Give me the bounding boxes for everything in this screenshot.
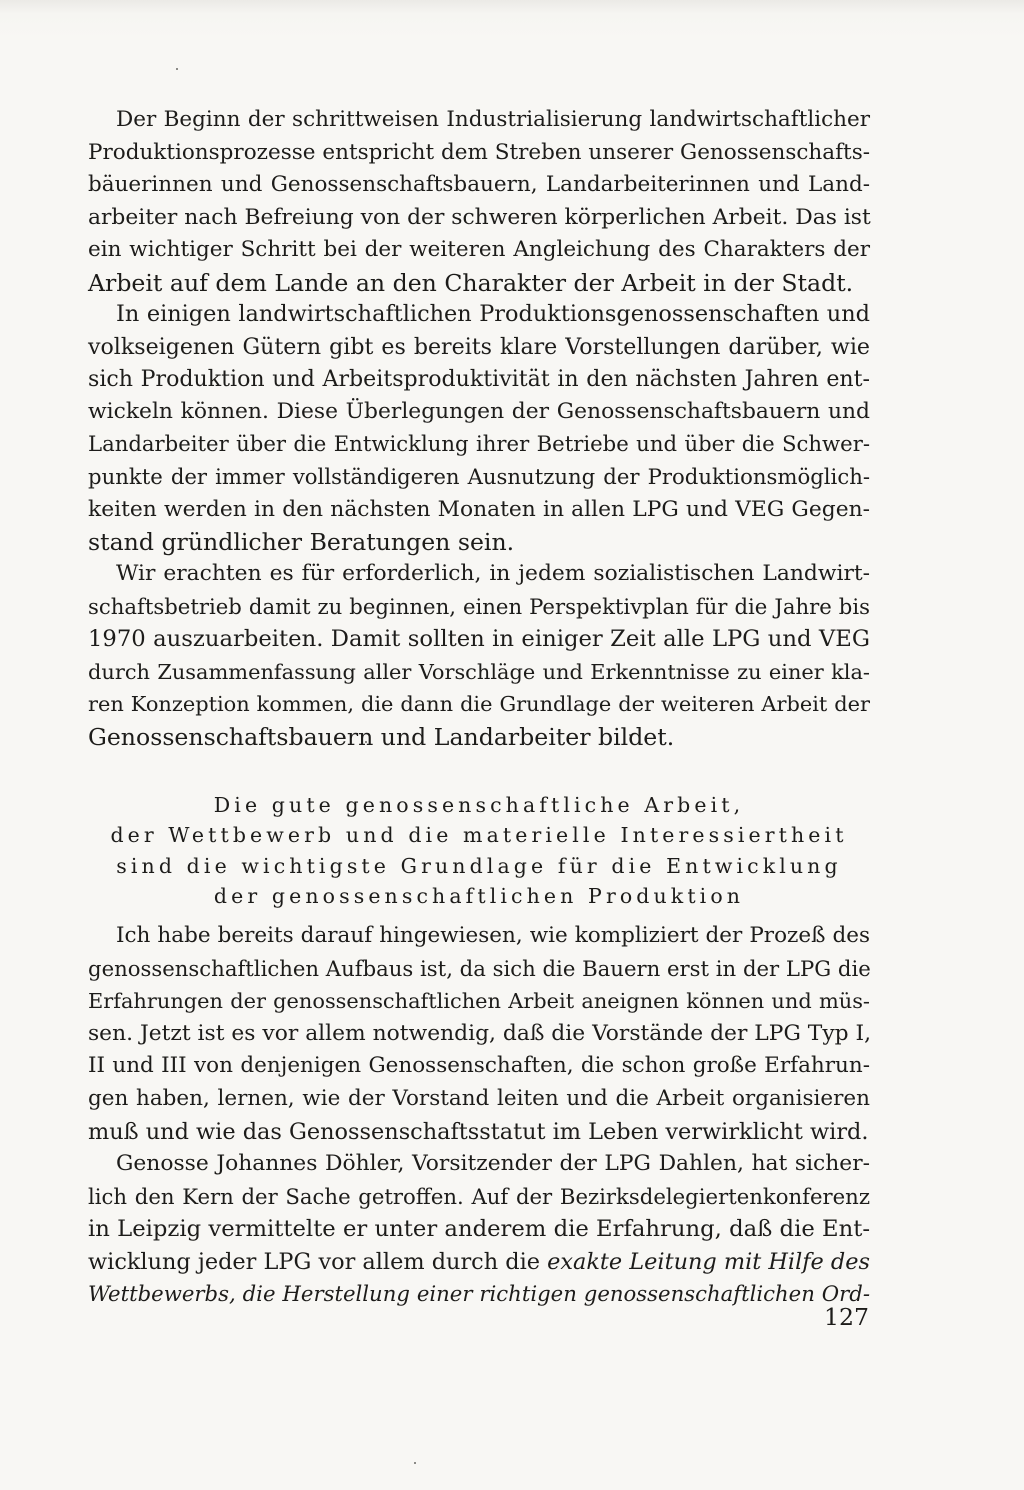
text-line: volkseigenen Gütern gibt es bereits klare Vorstellungen darüber, wie	[88, 333, 870, 360]
text-line: lich den Kern der Sache getroffen. Auf der Bezirksdelegiertenkonferenz	[88, 1183, 870, 1209]
text-line: In einigen landwirtschaftlichen Produktionsgenossenschaften und	[116, 301, 870, 327]
text-line-emphasis: Wettbewerbs, die Herstellung einer richtigen genossenschaftlichen Ord-	[88, 1281, 870, 1307]
text-line: Genossenschaftsbauern und Landarbeiter bildet.	[88, 722, 675, 751]
text-line: wickeln können. Diese Überlegungen der Genossenschaftsbauern und	[88, 398, 870, 424]
text-line: Arbeit auf dem Lande an den Charakter der Arbeit in der Stadt.	[88, 268, 854, 297]
text-line: sen. Jetzt ist es vor allem notwendig, daß die Vorstände der LPG Typ I,	[88, 1020, 872, 1046]
text-line: in Leipzig vermittelte er unter anderem die Erfahrung, daß die Ent-	[88, 1216, 870, 1243]
print-speck	[176, 68, 178, 70]
page-number: 127	[824, 1303, 870, 1331]
section-heading	[88, 790, 870, 912]
text-line: Landarbeiter über die Entwicklung ihrer Betriebe und über die Schwer-	[88, 431, 870, 457]
text-line: ein wichtiger Schritt bei der weiteren Angleichung des Charakters der	[88, 237, 870, 263]
text-line	[88, 1246, 870, 1279]
heading-line: der Wettbewerb und die materielle Interessiertheit	[110, 823, 848, 848]
text-line: 1970 auszuarbeiten. Damit sollten in einiger Zeit alle LPG und VEG	[88, 626, 870, 653]
text-line: muß und wie das Genossenschaftsstatut im Leben verwirklicht wird.	[88, 1118, 869, 1145]
text-line: II und III von denjenigen Genossenschaften, die schon große Erfahrun-	[88, 1053, 870, 1079]
text-line: keiten werden in den nächsten Monaten in allen LPG und VEG Gegen-	[88, 496, 870, 522]
text-line: schaftsbetrieb damit zu beginnen, einen Perspektivplan für die Jahre bis	[88, 593, 870, 619]
text-line: durch Zusammenfassung aller Vorschläge und Erkenntnisse zu einer kla-	[88, 659, 870, 684]
text-line: punkte der immer vollständigeren Ausnutzung der Produktionsmöglich-	[88, 463, 870, 489]
text-line: gen haben, lernen, wie der Vorstand leiten und die Arbeit organisieren	[88, 1085, 870, 1111]
paragraph-2	[88, 298, 870, 559]
text-line: ren Konzeption kommen, die dann die Grundlage der weiteren Arbeit der	[88, 692, 870, 717]
text-line: genossenschaftlichen Aufbaus ist, da sich die Bauern erst in der LPG die	[88, 955, 871, 981]
paragraph-5	[88, 1148, 870, 1311]
text-line: Genosse Johannes Döhler, Vorsitzender der LPG Dahlen, hat sicher-	[116, 1151, 870, 1176]
heading-line: sind die wichtigste Grundlage für die Entwicklung	[116, 853, 842, 878]
paragraph-1	[88, 104, 870, 300]
heading-line: der genossenschaftlichen Produktion	[213, 884, 745, 909]
text-line: Wir erachten es für erforderlich, in jedem sozialistischen Landwirt-	[116, 561, 870, 586]
text-roman: wicklung jeder LPG vor allem durch die	[88, 1248, 548, 1275]
paragraph-4	[88, 920, 870, 1148]
text-line: stand gründlicher Beratungen sein.	[88, 528, 515, 557]
heading-line: Die gute genossenschaftliche Arbeit,	[213, 793, 745, 817]
print-speck	[414, 1462, 416, 1464]
text-emphasis: exakte Leitung mit Hilfe des	[547, 1248, 870, 1275]
text-line: Der Beginn der schrittweisen Industrialisierung landwirtschaftlicher	[116, 107, 870, 132]
text-line: Erfahrungen der genossenschaftlichen Arbeit aneignen können und müs-	[88, 989, 870, 1014]
text-line: Produktionsprozesse entspricht dem Streben unserer Genossenschafts-	[88, 139, 870, 165]
text-line: bäuerinnen und Genossenschaftsbauern, Landarbeiterinnen und Land-	[88, 172, 870, 198]
text-line: arbeiter nach Befreiung von der schweren körperlichen Arbeit. Das ist	[88, 204, 871, 230]
text-line: Ich habe bereits darauf hingewiesen, wie kompliziert der Prozeß des	[116, 923, 870, 948]
text-line: sich Produktion und Arbeitsproduktivität in den nächsten Jahren ent-	[88, 366, 870, 393]
paragraph-3	[88, 558, 870, 754]
